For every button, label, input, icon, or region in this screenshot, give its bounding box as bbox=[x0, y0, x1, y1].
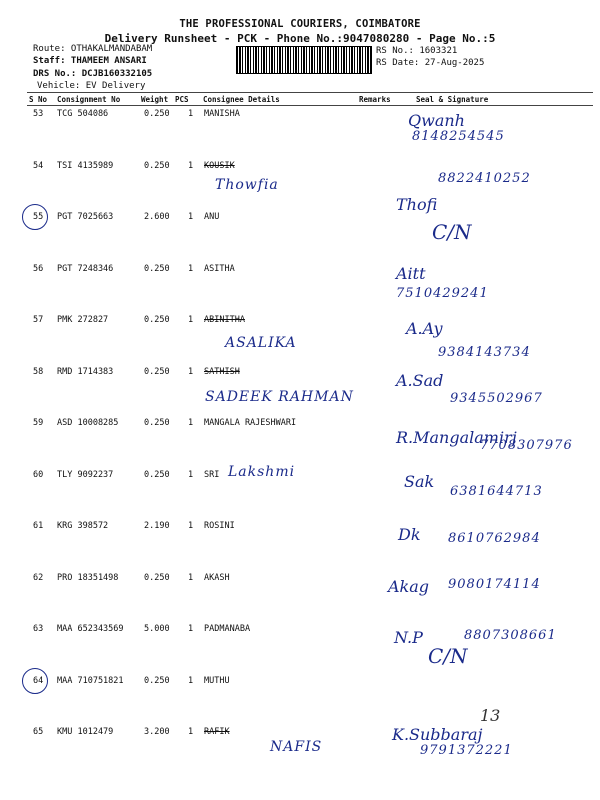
row-consignment-no: PGT 7025663 bbox=[57, 212, 114, 222]
row-weight: 0.250 bbox=[144, 675, 170, 686]
row-pcs: 1 bbox=[188, 366, 194, 377]
row-handwritten-phone: 8822410252 bbox=[438, 170, 531, 186]
row-weight: 0.250 bbox=[144, 418, 170, 428]
col-consignee: Consignee Details bbox=[203, 95, 280, 104]
row-weight: 5.000 bbox=[144, 624, 170, 634]
page-mark: 13 bbox=[480, 706, 501, 725]
row-handwritten-phone: 9791372221 bbox=[420, 743, 513, 758]
sno-circle-mark bbox=[22, 668, 48, 694]
row-weight: 0.250 bbox=[144, 572, 170, 583]
header-rule-top bbox=[27, 92, 593, 93]
row-pcs: 1 bbox=[188, 675, 194, 686]
row-consignment-no: TCG 504086 bbox=[57, 109, 109, 119]
drs-number: DRS No.: DCJB160332105 bbox=[33, 69, 153, 79]
row-signature: Aitt bbox=[396, 263, 426, 283]
row-signature: A.Sad bbox=[396, 370, 444, 390]
row-signature: Qwanh bbox=[408, 111, 465, 130]
col-remarks: Remarks bbox=[359, 95, 391, 104]
row-consignee-name: ABINITHA bbox=[204, 315, 245, 325]
row-pcs: 1 bbox=[188, 572, 194, 583]
row-handwritten-name: Thowfia bbox=[215, 176, 279, 193]
row-consignee-name: ASITHA bbox=[204, 263, 235, 274]
row-pcs: 1 bbox=[188, 109, 194, 119]
row-handwritten-name: ASALIKA bbox=[225, 335, 297, 351]
col-consignment: Consignment No bbox=[57, 95, 121, 104]
row-consignee-name: SATHISH bbox=[204, 366, 240, 377]
vehicle-label: Vehicle: EV Delivery bbox=[37, 81, 146, 91]
row-weight: 0.250 bbox=[144, 315, 170, 325]
barcode bbox=[236, 46, 372, 74]
row-pcs: 1 bbox=[188, 624, 194, 634]
row-handwritten-phone: 9345502967 bbox=[450, 390, 543, 406]
col-sno: S No bbox=[29, 95, 48, 104]
row-handwritten-phone: 8148254545 bbox=[412, 129, 505, 144]
row-sno: 55 bbox=[33, 212, 44, 222]
row-pcs: 1 bbox=[188, 263, 194, 274]
row-consignment-no: TSI 4135989 bbox=[57, 160, 114, 171]
row-pcs: 1 bbox=[188, 315, 194, 325]
row-weight: 0.250 bbox=[144, 263, 170, 274]
route-label: Route: OTHAKALMANDABAM bbox=[33, 44, 153, 54]
row-consignment-no: RMD 1714383 bbox=[57, 366, 114, 377]
row-handwritten-phone: 7708307976 bbox=[480, 438, 573, 453]
row-signature: K.Subbaraj bbox=[392, 725, 483, 744]
row-pcs: 1 bbox=[188, 469, 194, 480]
row-consignee-name: ANU bbox=[204, 212, 220, 222]
row-cn-mark: C/N bbox=[428, 643, 468, 668]
row-weight: 2.190 bbox=[144, 521, 170, 531]
row-consignee-name: SRI bbox=[204, 469, 220, 480]
row-sno: 57 bbox=[33, 315, 44, 325]
row-pcs: 1 bbox=[188, 160, 194, 171]
staff-label: Staff: THAMEEM ANSARI bbox=[33, 56, 147, 66]
row-sno: 63 bbox=[33, 624, 44, 634]
col-weight: Weight bbox=[141, 95, 169, 104]
row-pcs: 1 bbox=[188, 212, 194, 222]
row-weight: 3.200 bbox=[144, 727, 170, 737]
row-weight: 2.600 bbox=[144, 212, 170, 222]
sno-circle-mark bbox=[22, 204, 48, 230]
row-consignee-name: PADMANABA bbox=[204, 624, 251, 634]
row-consignment-no: KRG 398572 bbox=[57, 521, 109, 531]
row-consignment-no: MAA 710751821 bbox=[57, 675, 124, 686]
row-weight: 0.250 bbox=[144, 366, 170, 377]
rs-date: RS Date: 27-Aug-2025 bbox=[376, 58, 485, 68]
row-sno: 53 bbox=[33, 109, 44, 119]
col-seal-signature: Seal & Signature bbox=[416, 95, 489, 104]
row-pcs: 1 bbox=[188, 418, 194, 428]
row-signature: Sak bbox=[404, 471, 435, 491]
row-pcs: 1 bbox=[188, 727, 194, 737]
row-consignment-no: ASD 10008285 bbox=[57, 418, 119, 428]
row-sno: 59 bbox=[33, 418, 44, 428]
row-handwritten-phone: 7510429241 bbox=[396, 285, 489, 301]
row-handwritten-name: NAFIS bbox=[270, 739, 323, 755]
row-consignee-name: RAFIK bbox=[204, 727, 230, 737]
row-signature: Akag bbox=[388, 576, 430, 596]
row-consignee-name: MANISHA bbox=[204, 109, 240, 119]
row-handwritten-phone: 6381644713 bbox=[450, 483, 543, 499]
row-signature: R.Mangalamirj bbox=[396, 428, 517, 447]
row-consignment-no: PRO 18351498 bbox=[57, 572, 119, 583]
row-sno: 62 bbox=[33, 572, 44, 583]
row-handwritten-phone: 8807308661 bbox=[464, 628, 557, 643]
row-sno: 65 bbox=[33, 727, 44, 737]
row-signature: N.P bbox=[394, 628, 423, 647]
row-sno: 56 bbox=[33, 263, 44, 274]
row-consignee-name: MUTHU bbox=[204, 675, 230, 686]
row-sno: 58 bbox=[33, 366, 44, 377]
row-sno: 60 bbox=[33, 469, 44, 480]
row-handwritten-phone: 8610762984 bbox=[448, 531, 541, 546]
row-consignment-no: PGT 7248346 bbox=[57, 263, 114, 274]
runsheet-subtitle: Delivery Runsheet - PCK - Phone No.:9047080280 - Page No.:5 bbox=[104, 32, 496, 45]
company-title: THE PROFESSIONAL COURIERS, COIMBATORE bbox=[179, 18, 421, 30]
row-sno: 61 bbox=[33, 521, 44, 531]
row-consignment-no: KMU 1012479 bbox=[57, 727, 114, 737]
row-handwritten-phone: 9384143734 bbox=[438, 345, 531, 360]
row-consignment-no: TLY 9092237 bbox=[57, 469, 114, 480]
row-cn-mark: C/N bbox=[432, 220, 472, 244]
row-signature: A.Ay bbox=[406, 319, 443, 338]
row-weight: 0.250 bbox=[144, 160, 170, 171]
row-consignee-name: AKASH bbox=[204, 572, 230, 583]
row-consignee-name: MANGALA RAJESHWARI bbox=[204, 418, 297, 428]
row-consignee-name: ROSINI bbox=[204, 521, 235, 531]
row-sno: 54 bbox=[33, 160, 44, 171]
row-consignment-no: PMK 272827 bbox=[57, 315, 109, 325]
header-rule-bottom bbox=[27, 105, 593, 106]
row-handwritten-phone: 9080174114 bbox=[448, 576, 541, 592]
row-consignment-no: MAA 652343569 bbox=[57, 624, 124, 634]
row-handwritten-name: Lakshmi bbox=[228, 463, 296, 480]
row-signature: Thofi bbox=[396, 194, 438, 214]
row-handwritten-name: SADEEK RAHMAN bbox=[205, 388, 354, 405]
row-weight: 0.250 bbox=[144, 469, 170, 480]
row-signature: Dk bbox=[398, 525, 421, 544]
rs-number: RS No.: 1603321 bbox=[376, 46, 458, 56]
row-pcs: 1 bbox=[188, 521, 194, 531]
row-consignee-name: KOUSIK bbox=[204, 160, 235, 171]
row-weight: 0.250 bbox=[144, 109, 170, 119]
row-sno: 64 bbox=[33, 675, 44, 686]
col-pcs: PCS bbox=[175, 95, 189, 104]
